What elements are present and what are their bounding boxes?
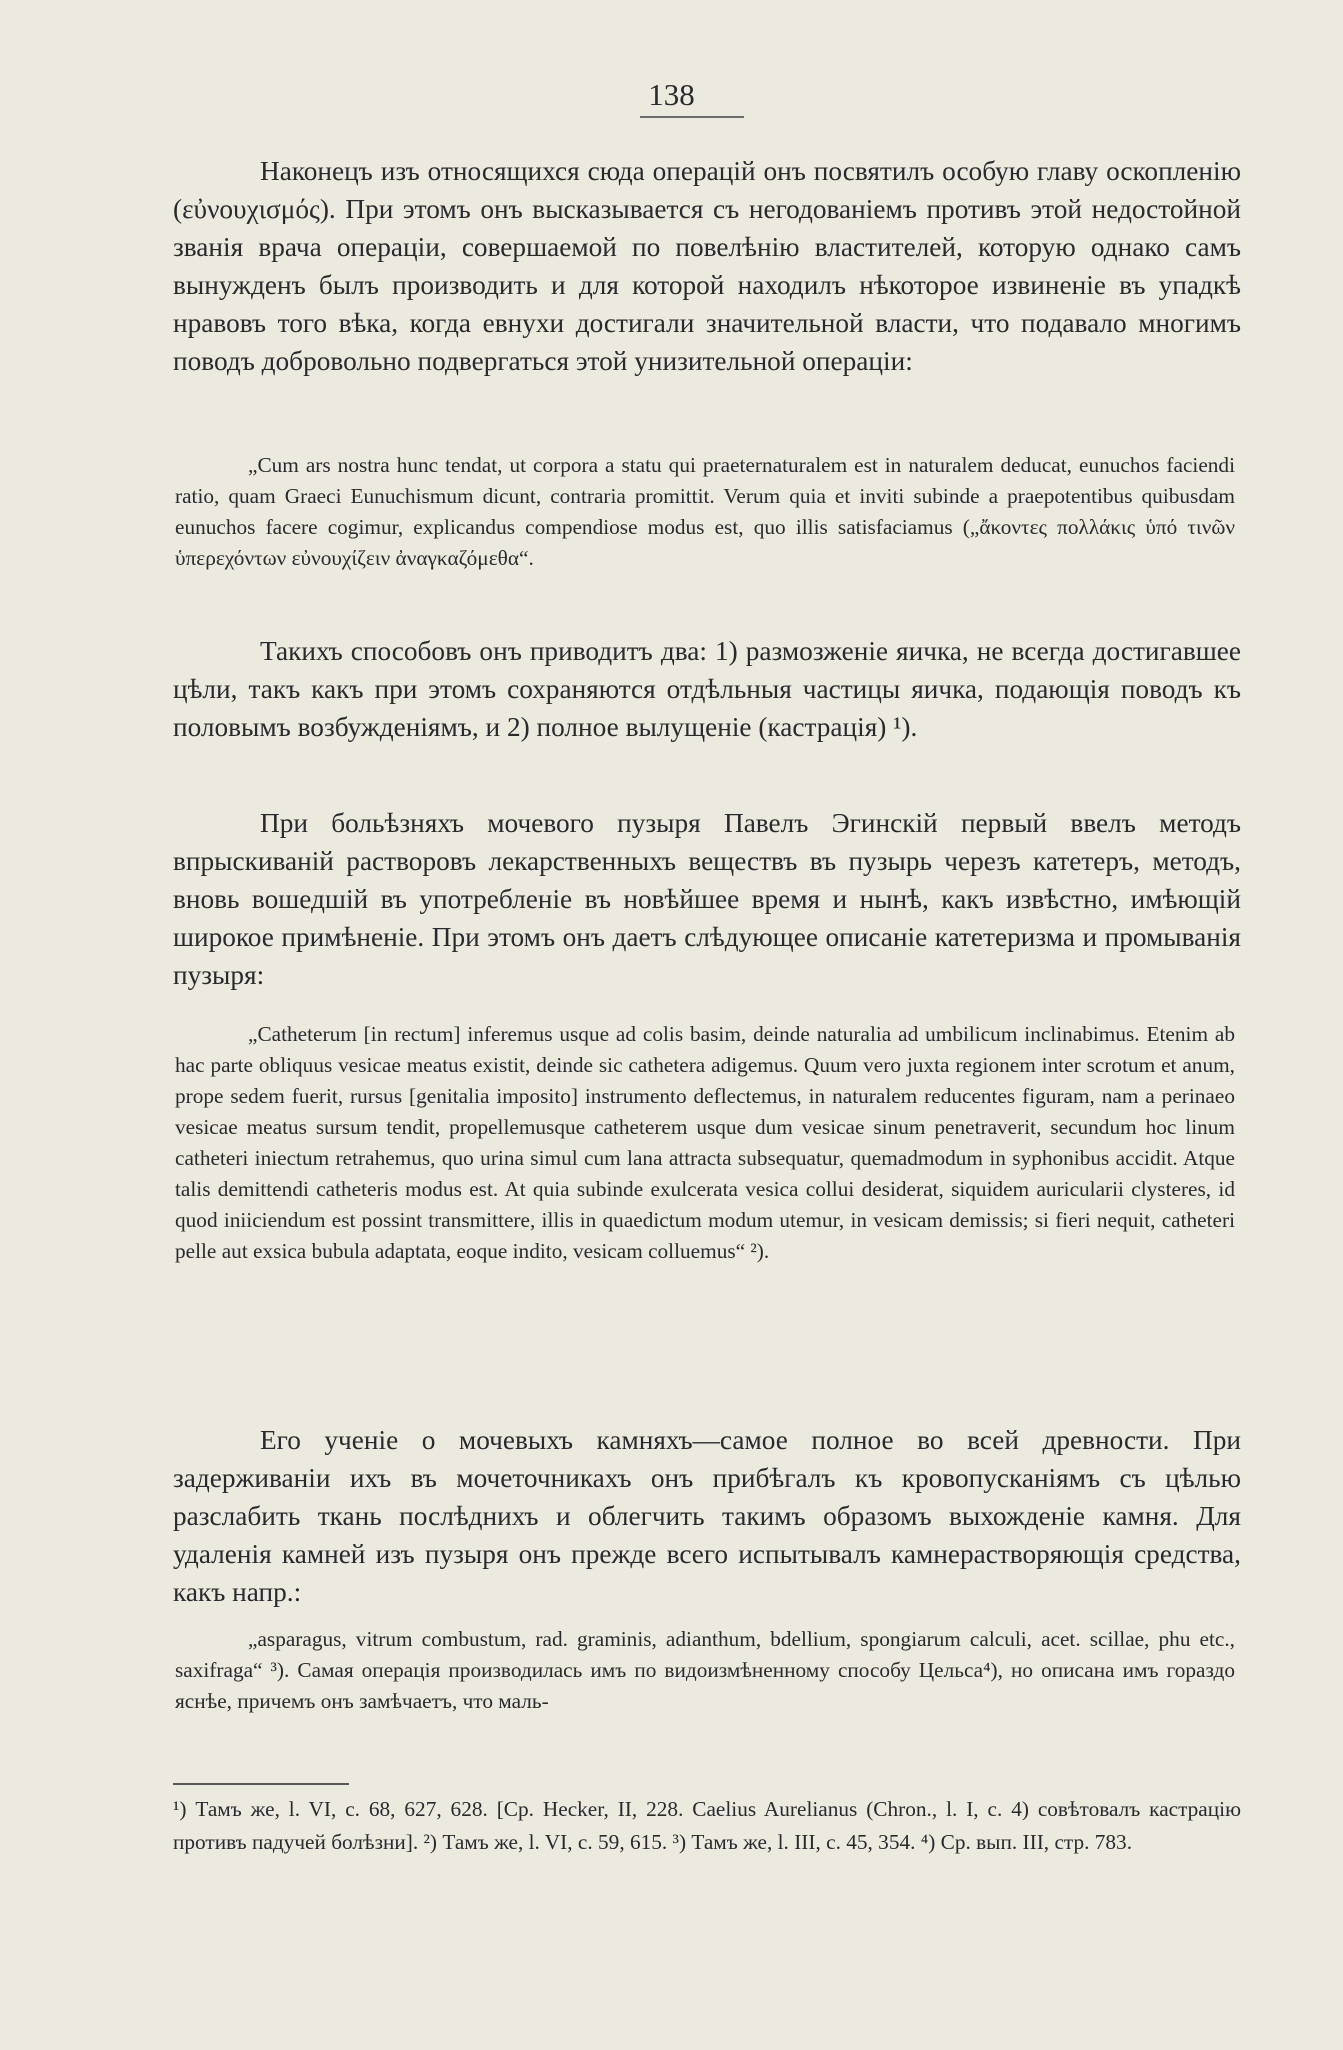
main-text [173,152,1241,380]
quote-block [175,450,1235,574]
paragraph-urinary-stones: Его ученіе о мочевыхъ камняхъ—самое полное во всей древности. При задерживаніи ихъ въ мочеточникахъ онъ прибѣгалъ къ кровопусканіямъ съ цѣлью разслабить ткань послѣднихъ и облегчить такимъ образомъ выхожденіе камня. Для удаленія камней изъ пузыря онъ прежде всего испытывалъ камнерастворяющія средства, какъ напр.: [173,1425,1241,1607]
latin-quote-eunuchism: „Cum ars nostra hunc tendat, ut corpora a statu qui praeternaturalem est in naturalem deducat, eunuchos faciendi ratio, quam Graeci Eunuchismum dicunt, contraria promittit. Verum quia et inviti subinde a praepotentibus quibusdam eunuchos facere cogimur, explicandus compendiose modus est, quo illis satisfaciamus („ἄκοντες πολλάκις ὑπό τινῶν ὑπερεχόντων εὐνουχίζειν ἀναγκαζόμεθα“. [175,453,1235,570]
paragraph-remedies: „asparagus, vitrum combustum, rad. graminis, adianthum, bdellium, spongiarum calculi, acet. scillae, phu etc., saxifraga“ ³). Самая операція производилась имъ по видоизмѣненному способу Цельса⁴), но описана имъ гораздо яснѣе, причемъ онъ замѣчаетъ, что маль- [175,1627,1235,1713]
footnote-text: ¹) Тамъ же, l. VI, c. 68, 627, 628. [Ср. Hecker, II, 228. Caelius Aurelianus (Chron., l. I, c. 4) совѣтовалъ кастрацію противъ падучей болѣзни]. ²) Тамъ же, l. VI, c. 59, 615. ³) Тамъ же, l. III, c. 45, 354. ⁴) Ср. вып. III, стр. 783. [173,1797,1241,1854]
page-number-underline [640,116,744,118]
page-number: 138 [648,77,695,112]
main-text [173,1421,1241,1611]
main-text [173,804,1241,994]
footnote-divider [173,1783,349,1785]
footnotes [173,1793,1241,1858]
latin-quote-catheter: „Catheterum [in rectum] inferemus usque ad colis basim, deinde naturalia ad umbilicum inclinabimus. Etenim ab hac parte obliquus vesicae meatus existit, deinde sic cathetera adigemus. Quum vero juxta regionem inter scrotum et anum, prope sedem fuerit, rursus [genitalia imposito] instrumento deflectemus, in naturalem reducentes figuram, nam a perinaeo vesicae meatus sursum tendit, propellemusque catheterem usque dum vesicae sinum penetraverit, secundum hoc linum catheteri iniectum retrahemus, quo urina simul cum lana attracta subsequatur, quemadmodum in syphonibus accidit. Atque talis demittendi catheteris modus est. At quia subinde exulcerata vesica collui desiderat, siquidem auricularii clysteres, id quod iniiciendum est possint transmittere, illis in quaedictum modum utemur, in vesicam demissis; si fieri nequit, catheteri pelle aut exsica bubula adaptata, eoque indito, vesicam colluemus“ ²). [175,1022,1235,1263]
paragraph-castration-intro: Наконецъ изъ относящихся сюда операцій онъ посвятилъ особую главу оскопленію (εὐνουχισμός). При этомъ онъ высказывается съ негодованіемъ противъ этой недостойной званія врача операціи, совершаемой по повелѣнію властителей, которую однако самъ вынужденъ былъ производить и для которой находилъ нѣкоторое извиненіе въ упадкѣ нравовъ того вѣка, когда евнухи достигали значительной власти, что подавало многимъ поводъ добровольно подвергаться этой унизительной операціи: [173,156,1241,376]
paragraph-bladder-diseases: При больѣзняхъ мочевого пузыря Павелъ Эгинскій первый ввелъ методъ впрыскиваній растворовъ лекарственныхъ веществъ въ пузырь черезъ катетеръ, методъ, вновь вошедшій въ употребленіе въ новѣйшее время и нынѣ, какъ извѣстно, имѣющій широкое примѣненіе. При этомъ онъ даетъ слѣдующее описаніе катетеризма и промыванія пузыря: [173,808,1241,990]
quote-block [175,1624,1235,1717]
paragraph-two-methods: Такихъ способовъ онъ приводитъ два: 1) размозженіе яичка, не всегда достигавшее цѣли, такъ какъ при этомъ сохраняются отдѣльныя частицы яичка, подающія поводъ къ половымъ возбужденіямъ, и 2) полное вылущеніе (кастрація) ¹). [173,636,1241,742]
main-text [173,632,1241,746]
quote-block [175,1019,1235,1267]
